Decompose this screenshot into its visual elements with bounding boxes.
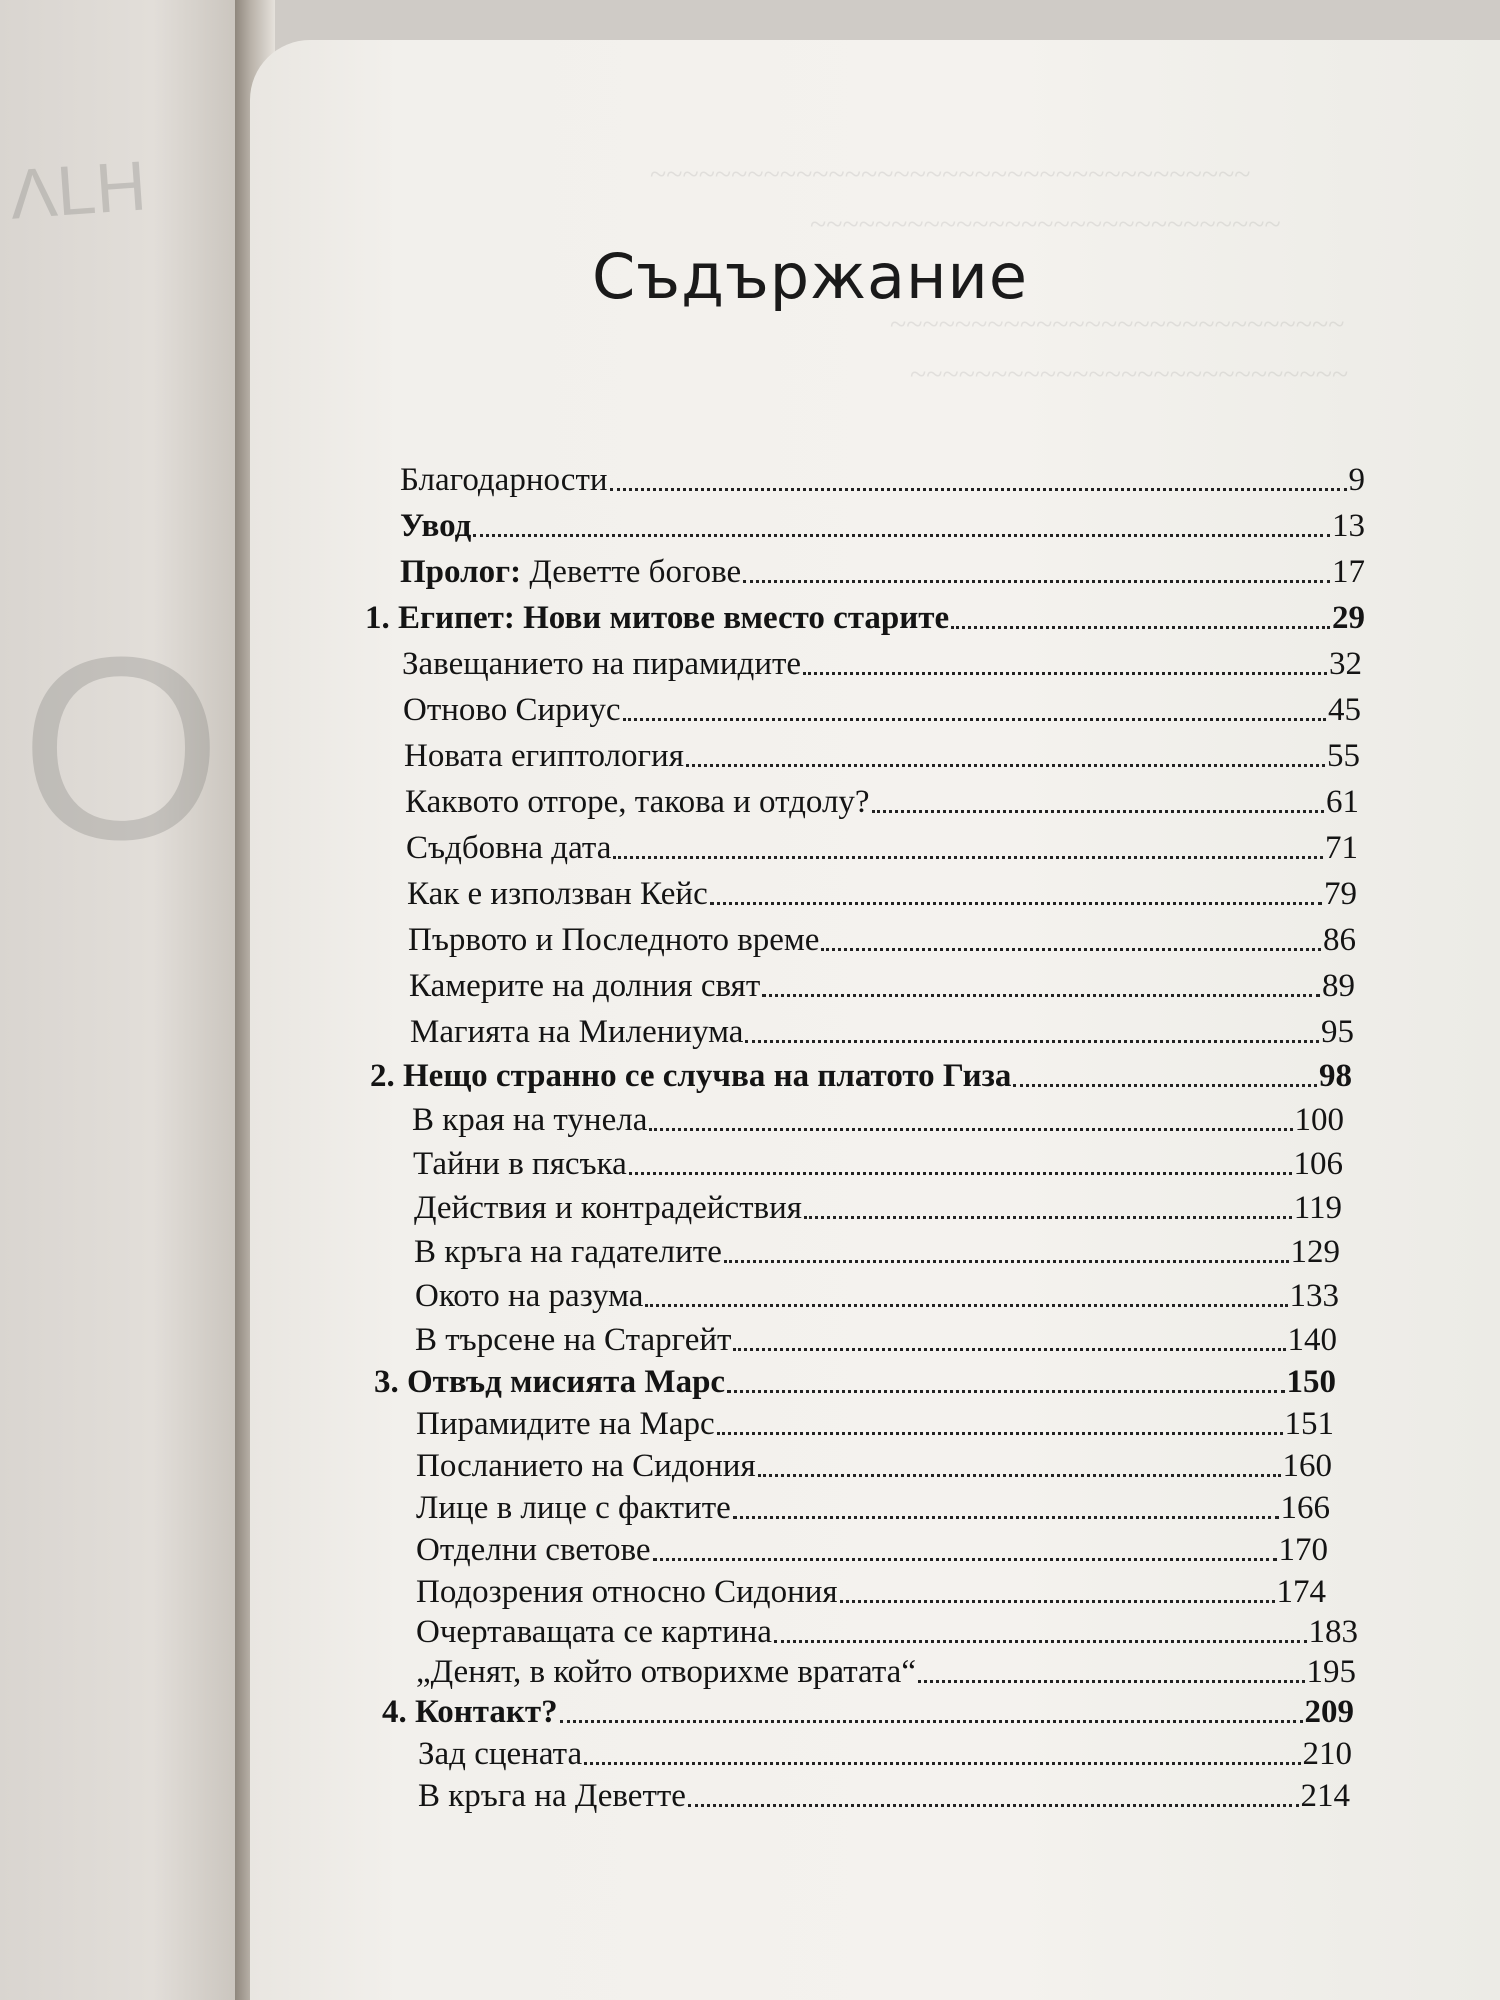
dot-leader <box>745 1040 1319 1043</box>
toc-entry-label: Действия и контрадействия <box>414 1190 802 1226</box>
toc-entry-label: Отделни светове <box>416 1532 651 1568</box>
toc-entry-page: 214 <box>1300 1778 1350 1814</box>
dot-leader <box>774 1640 1307 1643</box>
toc-entry-page: 129 <box>1290 1234 1340 1270</box>
dot-leader <box>724 1260 1289 1263</box>
toc-entry-label: Първото и Последното време <box>408 922 820 958</box>
dot-leader <box>560 1720 1303 1723</box>
toc-entry-page: 61 <box>1326 784 1359 820</box>
toc-chapter <box>374 1362 1336 1402</box>
toc-entry <box>418 1734 1352 1774</box>
toc-entry-page: 166 <box>1280 1490 1330 1526</box>
toc-entry-label: Как е използван Кейс <box>407 876 708 912</box>
toc-entry-page: 150 <box>1286 1364 1336 1400</box>
dot-leader <box>733 1516 1279 1519</box>
toc-entry <box>408 920 1356 960</box>
dot-leader <box>758 1474 1281 1477</box>
toc-entry <box>410 1012 1354 1052</box>
toc-entry-page: 32 <box>1329 646 1362 682</box>
toc-entry <box>418 1776 1350 1816</box>
dot-leader <box>629 1172 1292 1175</box>
dot-leader <box>762 994 1320 997</box>
toc-entry <box>409 966 1355 1006</box>
toc-entry-label: Камерите на долния свят <box>409 968 761 1004</box>
dot-leader <box>649 1128 1292 1131</box>
left-page-bleed-decoration: O <box>20 604 223 894</box>
toc-entry <box>416 1530 1328 1570</box>
toc-entry-label: В кръга на Деветте <box>418 1778 686 1814</box>
dot-leader <box>584 1762 1300 1765</box>
toc-entry-label: 1. Египет: Нови митове вместо старите <box>365 600 950 636</box>
dot-leader <box>727 1390 1284 1393</box>
toc-entry-label: Тайни в пясъка <box>413 1146 627 1182</box>
toc-entry-label: В търсене на Старгейт <box>415 1322 732 1358</box>
reverse-bleed-decoration: ~~~~~~~~~~~~~~~~~~~~~~~~~~~ <box>910 358 1349 391</box>
dot-leader <box>840 1600 1275 1603</box>
toc-entry-label: „Денят, в който отворихме вратата“ <box>416 1654 916 1690</box>
dot-leader <box>821 948 1321 951</box>
toc-entry <box>416 1652 1356 1692</box>
toc-entry-label: 3. Отвъд мисията Марс <box>374 1364 726 1400</box>
toc-entry-page: 133 <box>1289 1278 1339 1314</box>
toc-entry-page: 29 <box>1332 600 1365 636</box>
toc-entry-page: 98 <box>1319 1058 1352 1094</box>
toc-chapter <box>382 1692 1354 1732</box>
dot-leader <box>918 1680 1305 1683</box>
toc-entry-page: 170 <box>1278 1532 1328 1568</box>
toc-entry-page: 183 <box>1308 1614 1358 1650</box>
dot-leader <box>710 902 1322 905</box>
toc-entry-page: 89 <box>1322 968 1355 1004</box>
toc-entry-page: 17 <box>1332 554 1365 590</box>
toc-entry-page: 100 <box>1294 1102 1344 1138</box>
toc-entry <box>414 1188 1342 1228</box>
toc-entry-label: В кръга на гадателите <box>414 1234 722 1270</box>
toc-entry <box>416 1404 1334 1444</box>
toc-entry-page: 195 <box>1306 1654 1356 1690</box>
toc-entry-page: 209 <box>1304 1694 1354 1730</box>
dot-leader <box>473 534 1330 537</box>
toc-entry-label: Завещанието на пирамидите <box>402 646 802 682</box>
toc-entry-label: Посланието на Сидония <box>416 1448 756 1484</box>
toc-entry-page: 86 <box>1323 922 1356 958</box>
toc-entry-label: В края на тунела <box>412 1102 648 1138</box>
toc-entry <box>416 1488 1330 1528</box>
toc-entry-label: Благодарности <box>400 462 608 498</box>
toc-entry <box>400 460 1365 500</box>
toc-entry-page: 160 <box>1282 1448 1332 1484</box>
dot-leader <box>653 1558 1277 1561</box>
toc-entry <box>416 1572 1326 1612</box>
toc-entry-label: Новата египтология <box>404 738 684 774</box>
dot-leader <box>717 1432 1283 1435</box>
toc-entry <box>415 1276 1339 1316</box>
toc-entry-label: Подозрения относно Сидония <box>416 1574 838 1610</box>
toc-entry <box>416 1612 1358 1652</box>
reverse-bleed-decoration: ~~~~~~~~~~~~~~~~~~~~~~~~~~~~ <box>890 308 1345 341</box>
toc-entry-page: 79 <box>1324 876 1357 912</box>
toc-entry-page: 13 <box>1332 508 1365 544</box>
dot-leader <box>803 672 1327 675</box>
toc-entry <box>415 1320 1337 1360</box>
toc-entry-label: Съдбовна дата <box>406 830 612 866</box>
toc-entry-page: 140 <box>1287 1322 1337 1358</box>
toc-entry-page: 95 <box>1321 1014 1354 1050</box>
toc-entry <box>413 1144 1343 1184</box>
toc-entry-label: Деветте богове <box>521 554 742 590</box>
toc-chapter <box>370 1056 1352 1096</box>
toc-entry-page: 174 <box>1276 1574 1326 1610</box>
toc-entry-page: 119 <box>1293 1190 1342 1226</box>
toc-entry-label: Пирамидите на Марс <box>416 1406 715 1442</box>
toc-entry-page: 9 <box>1348 462 1365 498</box>
dot-leader <box>610 488 1347 491</box>
toc-entry <box>416 1446 1332 1486</box>
toc-entry-label: Лице в лице с фактите <box>416 1490 731 1526</box>
dot-leader <box>872 810 1324 813</box>
toc-entry-label: 4. Контакт? <box>382 1694 558 1730</box>
dot-leader <box>1013 1084 1317 1087</box>
toc-chapter <box>365 598 1365 638</box>
toc-entry <box>405 782 1359 822</box>
toc-entry-page: 71 <box>1325 830 1358 866</box>
toc-entry <box>400 506 1365 546</box>
toc-entry-page: 210 <box>1302 1736 1352 1772</box>
toc-entry <box>400 552 1365 592</box>
toc-entry <box>404 736 1360 776</box>
toc-entry <box>406 828 1358 868</box>
toc-entry-label: Увод <box>400 508 472 544</box>
toc-entry <box>414 1232 1340 1272</box>
toc-entry-label: Окото на разума <box>415 1278 644 1314</box>
dot-leader <box>623 718 1327 721</box>
dot-leader <box>733 1348 1285 1351</box>
toc-entry-label: Магията на Милениума <box>410 1014 744 1050</box>
toc-entry-prefix: Пролог: <box>400 554 522 590</box>
reverse-bleed-decoration: ~~~~~~~~~~~~~~~~~~~~~~~~~~~~~~~~~~~~~ <box>650 158 1251 191</box>
toc-entry-label: Каквото отгоре, такова и отдолу? <box>405 784 870 820</box>
toc-entry-page: 55 <box>1327 738 1360 774</box>
toc-entry-page: 106 <box>1293 1146 1343 1182</box>
toc-entry <box>412 1100 1344 1140</box>
dot-leader <box>951 626 1330 629</box>
toc-entry-label: Зад сцената <box>418 1736 583 1772</box>
dot-leader <box>686 764 1325 767</box>
toc-entry-page: 151 <box>1284 1406 1334 1442</box>
toc-entry <box>402 644 1362 684</box>
reverse-bleed-decoration: ~~~~~~~~~~~~~~~~~~~~~~~~~~~~~ <box>810 208 1281 241</box>
toc-entry-label: Отново Сириус <box>403 692 621 728</box>
dot-leader <box>613 856 1323 859</box>
toc-entry-label: Очертаващата се картина <box>416 1614 772 1650</box>
dot-leader <box>688 1804 1299 1807</box>
dot-leader <box>804 1216 1292 1219</box>
dot-leader <box>743 580 1330 583</box>
toc-entry <box>403 690 1361 730</box>
page-title: Съдържание <box>592 240 1028 313</box>
left-page-bleed-decoration: ΛLH <box>7 146 149 234</box>
toc-entry <box>407 874 1357 914</box>
toc-entry-page: 45 <box>1328 692 1361 728</box>
dot-leader <box>645 1304 1287 1307</box>
toc-entry-label: 2. Нещо странно се случва на платото Гиза <box>370 1058 1012 1094</box>
